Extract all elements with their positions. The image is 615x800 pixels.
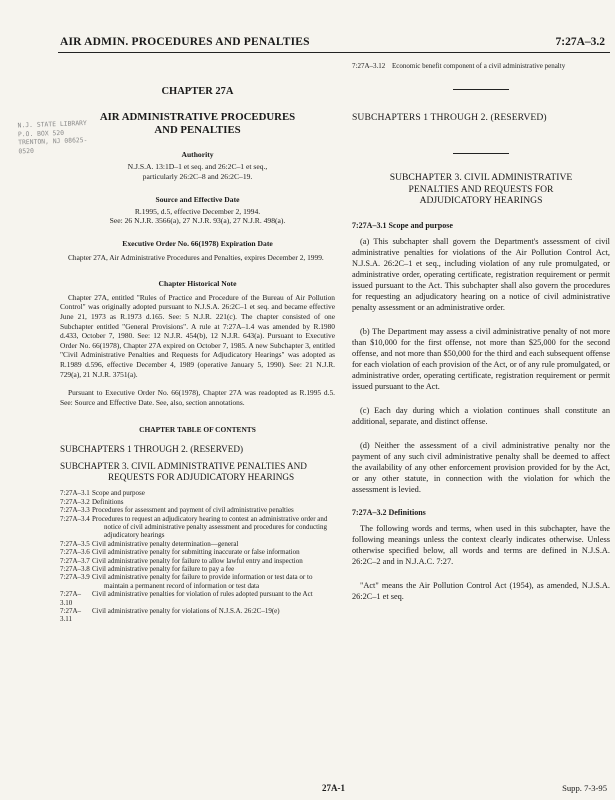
executive-order-heading: Executive Order No. 66(1978) Expiration Date — [122, 239, 273, 249]
stamp-line: TRENTON, NJ 08625-0520 — [18, 136, 88, 155]
toc-section-title: Economic benefit component of a civil administrative penalty — [392, 62, 566, 70]
toc-section-number: 7:27A–3.4 — [60, 514, 90, 523]
supplement-date: Supp. 7-3-95 — [562, 783, 607, 793]
toc-entry[interactable] — [60, 548, 335, 556]
subchapter-3-heading — [352, 172, 610, 207]
toc-entry[interactable] — [352, 62, 610, 71]
definition-act: "Act" means the Air Pollution Control Act (1954), as amended, N.J.S.A. 26:2C–1 et seq. — [352, 580, 610, 601]
toc-section-title: Scope and purpose — [92, 489, 145, 498]
toc-entry[interactable] — [60, 607, 335, 624]
toc-section-title: Civil administrative penalty for submitting inaccurate or false information — [92, 548, 300, 557]
header-rule — [58, 52, 610, 53]
toc-entry[interactable] — [60, 489, 335, 497]
toc-section-title: Civil administrative penalty for failure to pay a fee — [92, 564, 235, 573]
authority-line: N.J.S.A. 13:1D–1 et seq. and 26:2C–1 et seq., — [127, 162, 268, 171]
left-column — [60, 78, 335, 624]
executive-order-text: Chapter 27A, Air Administrative Procedures and Penalties, expires December 2, 1999. — [68, 253, 324, 263]
source-heading: Source and Effective Date — [155, 194, 240, 204]
page-number: 27A-1 — [322, 783, 345, 793]
toc-list — [60, 489, 335, 624]
toc-section-number: 7:27A–3.11 — [60, 607, 81, 624]
historical-note-paragraph: Pursuant to Executive Order No. 66(1978), Chapter 27A was readopted as R.1995 d.5. See: Source and Effective Date. See, also, section annotations. — [60, 388, 335, 407]
toc-section-title: Definitions — [92, 497, 124, 506]
toc-section-number: 7:27A–3.10 — [60, 590, 81, 607]
source-text — [60, 207, 335, 227]
chapter-number: CHAPTER 27A — [161, 86, 234, 97]
toc-section-number: 7:27A–3.3 — [60, 506, 90, 515]
subchapter-heading-line: SUBCHAPTER 3. CIVIL ADMINISTRATIVE — [389, 172, 573, 184]
toc-entry[interactable] — [60, 557, 335, 565]
toc-section-number: 7:27A–3.2 — [60, 497, 90, 506]
running-head-title: AIR ADMIN. PROCEDURES AND PENALTIES — [60, 36, 310, 48]
toc-subchapters-reserved: SUBCHAPTERS 1 THROUGH 2. (RESERVED) — [60, 444, 244, 455]
chapter-title-line: AIR ADMINISTRATIVE PROCEDURES — [99, 111, 296, 123]
subchapter-heading-line: ADJUDICATORY HEARINGS — [419, 195, 543, 207]
toc-section-title: Procedures for assessment and payment of civil administrative penalties — [92, 506, 294, 515]
toc-entry[interactable] — [60, 515, 335, 540]
right-column — [352, 62, 610, 602]
paragraph-b: (b) The Department may assess a civil administrative penalty of not more than $10,000 for the first offense, not more than $25,000 for the second offense, and not more than $50,000 for the third and each subsequent offense for each violation of each provision of the Act, or of any rule promulgated, or administrative order, operating certificate, registration requirement or permit issued pursuant to the Act. — [352, 326, 610, 391]
subchapters-reserved-heading: SUBCHAPTERS 1 THROUGH 2. (RESERVED) — [352, 111, 547, 123]
toc-entry[interactable] — [60, 540, 335, 548]
historical-note-heading: Chapter Historical Note — [158, 278, 237, 288]
toc-section-number: 7:27A–3.8 — [60, 564, 90, 573]
toc-entry[interactable] — [60, 498, 335, 506]
section-heading-3-2: 7:27A–3.2 Definitions — [352, 507, 426, 517]
section-divider — [453, 153, 509, 154]
toc-entry[interactable] — [60, 506, 335, 514]
toc-section-title: Civil administrative penalty for violations of N.J.S.A. 26:2C–19(e) — [92, 607, 280, 615]
subchapter-heading-line: PENALTIES AND REQUESTS FOR — [408, 183, 554, 195]
toc-section-number: 7:27A–3.5 — [60, 539, 90, 548]
section-divider — [453, 89, 509, 90]
chapter-title — [60, 111, 335, 137]
toc-section-title: Civil administrative penalty for failure to provide information or test data or to maintain a permanent record of information or test data — [92, 573, 313, 590]
paragraph-c: (c) Each day during which a violation continues shall constitute an additional, separate, and distinct offense. — [352, 405, 610, 426]
source-line: See: 26 N.J.R. 3566(a), 27 N.J.R. 93(a), 27 N.J.R. 498(a). — [109, 216, 286, 226]
toc-section-title: Procedures to request an adjudicatory hearing to contest an administrative order and notice of civil administrative penalty assessment and procedures for conducting adjudicatory hearings — [92, 514, 328, 540]
toc-entry[interactable] — [60, 573, 335, 590]
toc-section-number: 7:27A–3.1 — [60, 489, 90, 498]
toc-entry[interactable] — [60, 565, 335, 573]
stamp-line: P.O. BOX 520 — [17, 128, 65, 138]
section-heading-3-1: 7:27A–3.1 Scope and purpose — [352, 220, 453, 230]
toc-subchapter-3-title: SUBCHAPTER 3. CIVIL ADMINISTRATIVE PENALTIES AND REQUESTS FOR ADJUDICATORY HEARINGS — [60, 461, 307, 483]
toc-section-title: Civil administrative penalty for failure to allow lawful entry and inspection — [92, 556, 303, 565]
toc-section-number: 7:27A–3.12 — [352, 62, 386, 70]
toc-entry[interactable] — [60, 590, 335, 607]
paragraph-d: (d) Neither the assessment of a civil administrative penalty nor the payment of any such civil administrative penalty shall be deemed to affect the availability of any other enforcement provision provided for by the Act, or any other statute, in connection with the violation for which the assessment is levied. — [352, 440, 610, 494]
authority-text — [60, 162, 335, 182]
toc-section-number: 7:27A–3.7 — [60, 556, 90, 565]
authority-line: particularly 26:2C–8 and 26:2C–19. — [142, 171, 253, 181]
toc-section-title: Civil administrative penalty determination—general — [92, 539, 239, 548]
running-head-section: 7:27A–3.2 — [555, 36, 605, 48]
authority-heading: Authority — [181, 150, 214, 159]
toc-section-title: Civil administrative penalties for violation of rules adopted pursuant to the Act — [92, 590, 313, 599]
toc-section-number: 7:27A–3.9 — [60, 573, 90, 582]
table-of-contents-heading: CHAPTER TABLE OF CONTENTS — [139, 425, 256, 435]
toc-section-number: 7:27A–3.6 — [60, 548, 90, 557]
definitions-intro-paragraph: The following words and terms, when used in this subchapter, have the following meanings unless the context clearly indicates otherwise. Unless otherwise specified below, all words and terms are defined in N.J.S.A. 26:2C–2 and in N.J.A.C. 7:27. — [352, 523, 610, 566]
stamp-line: N.J. STATE LIBRARY — [17, 119, 87, 130]
historical-note-paragraph: Chapter 27A, entitled "Rules of Practice and Procedure of the Bureau of Air Pollution Control" was originally adopted pursuant to N.J.S.A. 26:2C–1 et seq. and became effective June 21, 1973 as R.1973 d.165. See: 5 N.J.R. 221(c). The chapter consisted of one Subchapter entitled "General Provisions". A rule at 7:27A–1.4 was amended by R.1980 d.433, October 7, 1980. See: 12 N.J.R. 454(b), 12 N.J.R. 643(a). Pursuant to Executive Order No. 66(1978), Chapter 27A expired on October 7, 1985. A new Subchapter 3, entitled "Civil Administrative Penalties and Requests for Adjudicatory Hearings" was adopted as R.1989 d.596, effective December 4, 1989 (operative January 5, 1990). See: 21 N.J.R. 729(a), 21 N.J.R. 3751(a). — [60, 292, 335, 379]
source-line: R.1995, d.5, effective December 2, 1994. — [134, 206, 261, 216]
chapter-title-line: AND PENALTIES — [154, 124, 241, 136]
paragraph-a: (a) This subchapter shall govern the Department's assessment of civil administrative penalties for violations of the Air Pollution Control Act, N.J.S.A. 26:2C–1 et seq., including violation of any rule promulgated, or administrative order, operating certificate, registration requirement or permit issued pursuant to the Act. This subchapter shall also govern the procedures for requesting an adjudicatory hearing on a notice of civil administrative penalty assessment or an administrative order. — [352, 236, 610, 312]
